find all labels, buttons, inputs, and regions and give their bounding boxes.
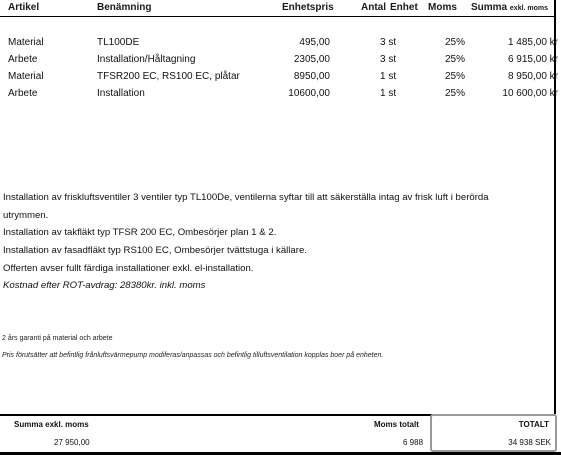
moms-value: 6 988 — [403, 438, 424, 447]
cell-artikel: Arbete — [8, 54, 38, 65]
col-header-moms: Moms — [428, 2, 457, 13]
cell-summa: 1 485,00 kr — [507, 37, 558, 48]
description-line: utrymmen. — [3, 210, 49, 221]
header-divider — [0, 16, 554, 17]
cell-artikel: Arbete — [8, 88, 38, 99]
cell-antal: 3 st — [380, 37, 397, 48]
cell-moms: 25% — [445, 71, 466, 82]
cell-benamning: TFSR200 EC, RS100 EC, plåtar — [97, 71, 240, 82]
cell-moms: 25% — [445, 37, 466, 48]
price-premise-note: Pris förutsätter att befintlig frånluftsvärmepump modiferas/anpassas och befintlig tilluftsventilation kopplas boer på enheten. — [2, 352, 384, 359]
cell-artikel: Material — [8, 37, 44, 48]
total-value: 34 938 SEK — [508, 438, 551, 447]
cell-enhetspris: 495,00 — [299, 37, 330, 48]
cell-summa: 10 600,00 kr — [502, 88, 558, 99]
description-line: Installation av friskluftsventiler 3 ventiler typ TL100De, ventilerna syftar till att säkerställa intag av frisk luft i berörda — [3, 192, 489, 203]
cell-enhetspris: 2305,00 — [293, 54, 330, 65]
cell-antal: 1 st — [380, 88, 397, 99]
col-header-enhetspris: Enhetspris — [282, 2, 334, 13]
table-row — [0, 37, 561, 54]
cell-artikel: Material — [8, 71, 44, 82]
description-line: Installation av fasadfläkt typ RS100 EC, Ombesörjer tvättstuga i källare. — [3, 245, 307, 256]
moms-label: Moms totalt — [374, 420, 419, 429]
col-header-summa-label: Summa — [471, 2, 508, 13]
cell-antal: 3 st — [380, 54, 397, 65]
cell-summa: 8 950,00 kr — [507, 71, 558, 82]
col-header-summa-suffix: exkl. moms — [509, 5, 549, 12]
cell-moms: 25% — [445, 88, 466, 99]
table-row — [0, 54, 561, 71]
cell-enhetspris: 10600,00 — [288, 88, 330, 99]
cell-benamning: TL100DE — [97, 37, 140, 48]
table-row — [0, 71, 561, 88]
summa-value: 27 950,00 — [54, 438, 90, 447]
description-line: Installation av takfläkt typ TFSR 200 EC, Ombesörjer plan 1 & 2. — [3, 227, 277, 238]
summa-label: Summa exkl. moms — [14, 420, 89, 429]
col-header-antal: Antal — [361, 2, 386, 13]
cell-moms: 25% — [445, 54, 466, 65]
warranty-note: 2 års garanti på material och arbete — [2, 335, 113, 342]
rot-cost-note: Kostnad efter ROT-avdrag: 28380kr. inkl. moms — [3, 280, 206, 291]
cell-benamning: Installation/Håltagning — [97, 54, 196, 65]
col-header-enhet: Enhet — [390, 2, 418, 13]
total-box — [430, 414, 557, 452]
cell-antal: 1 st — [380, 71, 397, 82]
cell-summa: 6 915,00 kr — [507, 54, 558, 65]
description-line: Offerten avser fullt färdiga installationer exkl. el-installation. — [3, 263, 254, 274]
table-row — [0, 88, 561, 105]
col-header-benamning: Benämning — [97, 2, 152, 13]
col-header-summa — [471, 2, 548, 16]
cell-enhetspris: 8950,00 — [293, 71, 330, 82]
col-header-artikel: Artikel — [8, 2, 40, 13]
total-label: TOTALT — [518, 420, 549, 429]
cell-benamning: Installation — [97, 88, 145, 99]
